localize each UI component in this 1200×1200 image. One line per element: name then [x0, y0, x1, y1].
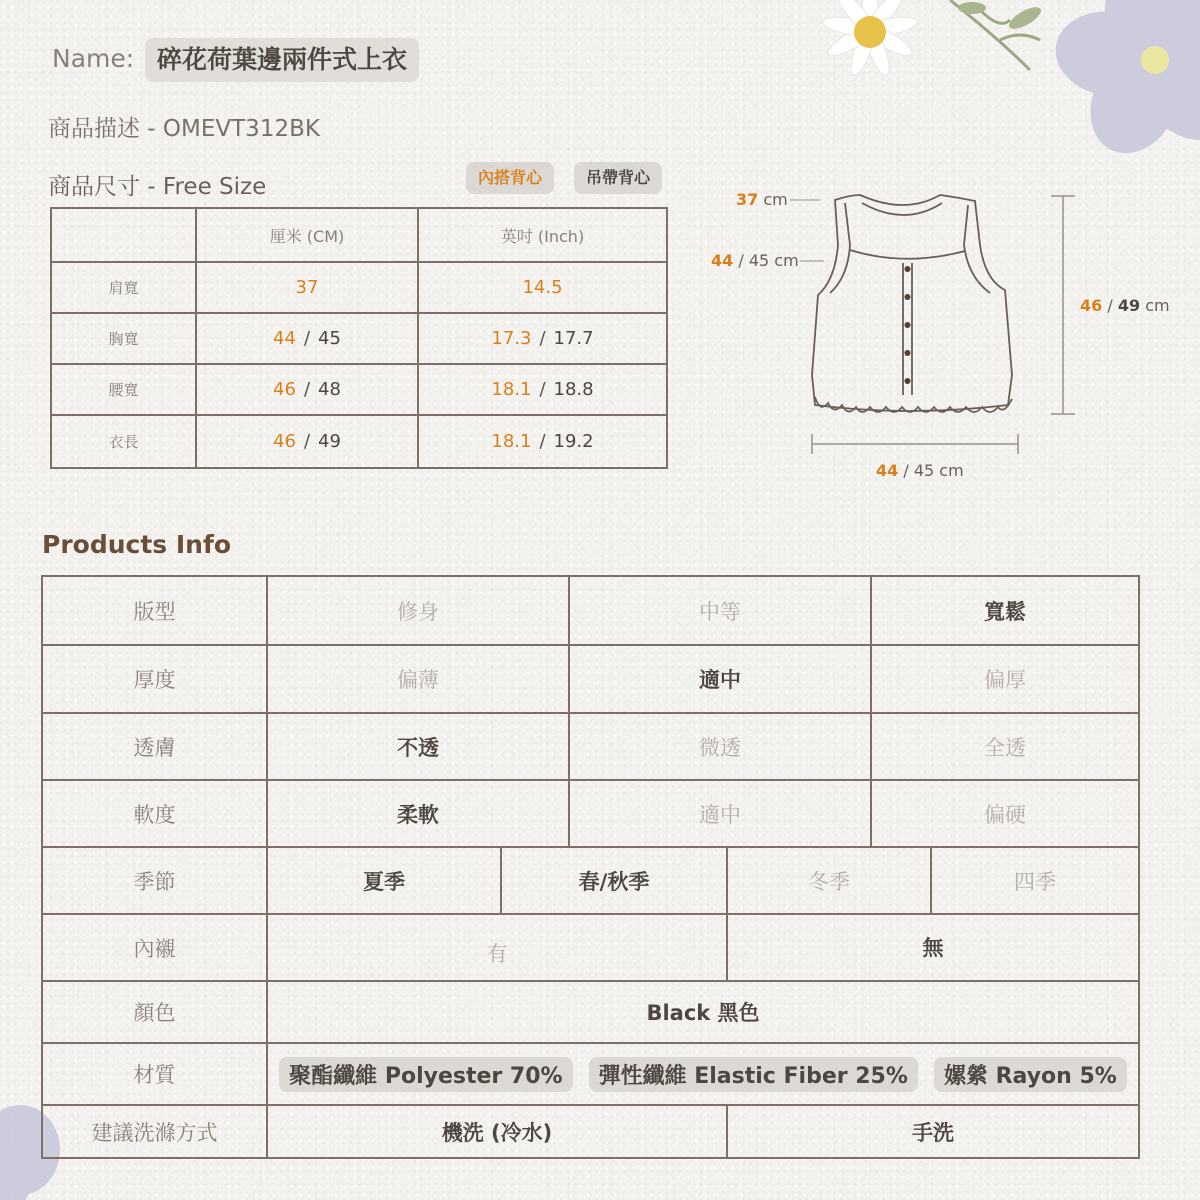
color-label: 顏色: [43, 982, 268, 1042]
measure-value: 44: [876, 461, 899, 480]
sheerness-option-sheer: 全透: [984, 735, 1026, 760]
material-row: [43, 1044, 1138, 1106]
size-row-label: 胸寬: [52, 314, 197, 365]
washing-option-machine: 機洗 (冷水): [268, 1106, 728, 1158]
softness-option-soft: 柔軟: [268, 781, 570, 846]
size-table-corner: [52, 209, 197, 263]
measure-value: 49: [1117, 296, 1141, 315]
material-elastic-fiber: 彈性纖維 Elastic Fiber 25%: [589, 1057, 918, 1092]
product-size: 商品尺寸 - Free Size: [48, 174, 267, 200]
size-value: 17.3: [491, 328, 532, 349]
measure-value: 37: [736, 190, 759, 209]
products-info-table: [41, 575, 1140, 1159]
product-name: 碎花荷葉邊兩件式上衣: [145, 38, 419, 82]
softness-option-hard: 偏硬: [984, 802, 1026, 827]
sheerness-option-opaque: 不透: [268, 714, 570, 779]
size-row-label: 衣長: [52, 416, 197, 467]
size-cell-inch: 18.1 / 19.2: [491, 431, 594, 452]
size-value: 14.5: [522, 277, 563, 298]
season-option-summer: 夏季: [268, 848, 502, 913]
name-label: Name:: [52, 44, 135, 73]
color-row: [43, 982, 1138, 1044]
size-cell-inch: 18.1 / 18.8: [419, 365, 666, 416]
size-cell-cm: 46 / 49: [197, 416, 419, 467]
fit-row: [43, 577, 1138, 646]
washing-option-hand: 手洗: [912, 1121, 954, 1145]
size-table: [50, 207, 668, 469]
periwinkle-flower-icon: [1050, 0, 1200, 168]
sheerness-option-slight: 微透: [570, 714, 872, 779]
size-cell-cm: 46 / 48: [197, 365, 419, 416]
measure-value: 45: [913, 461, 935, 480]
thickness-option-thick: 偏厚: [984, 668, 1026, 692]
thickness-row: [43, 646, 1138, 714]
thickness-option-medium: 適中: [570, 646, 872, 712]
chest-measure: 44 / 45 cm: [711, 251, 799, 270]
size-value: 19.2: [553, 431, 594, 452]
material-rayon: 嫘縈 Rayon 5%: [934, 1057, 1127, 1092]
measure-value: 46: [1080, 296, 1103, 315]
daisy-flower-icon: [821, 0, 918, 78]
size-row-label: 腰寬: [52, 365, 197, 416]
hem-measure: 44 / 45 cm: [876, 461, 964, 480]
size-cell-cm: [197, 263, 419, 314]
size-value: 37: [295, 277, 319, 298]
size-value: 46: [273, 379, 296, 400]
material-polyester: 聚酯纖維 Polyester 70%: [279, 1057, 572, 1092]
size-table-header-cm: 厘米 (CM): [197, 209, 419, 263]
size-row-label: 肩寬: [52, 263, 197, 314]
size-value: 17.7: [553, 328, 594, 349]
lining-row: [43, 915, 1138, 982]
lining-option-no: 無: [922, 935, 944, 960]
measure-unit: cm: [774, 251, 799, 270]
color-value: Black 黑色: [646, 1001, 760, 1025]
size-value: 44: [273, 328, 296, 349]
length-measure: 46 / 49 cm: [1080, 296, 1170, 315]
material-label: 材質: [43, 1044, 268, 1104]
measure-value: 44: [711, 251, 734, 270]
season-label: 季節: [43, 848, 268, 913]
tag-strap-vest: 吊帶背心: [574, 162, 662, 194]
size-value: 18.1: [491, 379, 532, 400]
fit-option-loose: 寬鬆: [984, 599, 1026, 624]
season-option-winter: 冬季: [728, 848, 932, 913]
size-value: 45: [318, 328, 341, 349]
size-value: 46: [273, 431, 296, 452]
size-table-header-inch: 英吋 (Inch): [419, 209, 666, 263]
size-value: 18.1: [491, 431, 532, 452]
softness-label: 軟度: [43, 781, 268, 846]
measure-unit: cm: [763, 190, 788, 209]
tag-inner-vest: 內搭背心: [466, 162, 554, 194]
sheerness-row: [43, 714, 1138, 781]
measure-value: 45: [748, 251, 770, 270]
season-row: [43, 848, 1138, 915]
softness-row: [43, 781, 1138, 848]
garment-vest-icon: [790, 185, 1060, 430]
shoulder-measure: [736, 190, 788, 209]
lining-option-yes: 有: [268, 915, 728, 980]
size-cell-cm: 44 / 45: [197, 314, 419, 365]
measure-unit: cm: [1145, 296, 1170, 315]
thickness-option-thin: 偏薄: [268, 646, 570, 712]
measure-unit: cm: [939, 461, 964, 480]
lining-label: 內襯: [43, 915, 268, 980]
fit-label: 版型: [43, 577, 268, 644]
size-value: 18.8: [553, 379, 594, 400]
hem-dimension-line: [810, 432, 1022, 456]
fit-option-slim: 修身: [268, 577, 570, 644]
season-option-all: 四季: [1014, 869, 1056, 894]
washing-label: 建議洗滌方式: [43, 1106, 268, 1158]
floral-decoration-top-right: [800, 0, 1200, 200]
fit-option-regular: 中等: [570, 577, 872, 644]
washing-row: [43, 1106, 1138, 1158]
sheerness-label: 透膚: [43, 714, 268, 779]
size-value: 49: [318, 431, 341, 452]
size-cell-inch: [419, 263, 666, 314]
thickness-label: 厚度: [43, 646, 268, 712]
size-cell-inch: 17.3 / 17.7: [419, 314, 666, 365]
material-values: [268, 1044, 1138, 1104]
size-value: 48: [318, 379, 341, 400]
season-option-spring-autumn: 春/秋季: [502, 848, 728, 913]
product-description: 商品描述 - OMEVT312BK: [48, 116, 320, 142]
softness-option-medium: 適中: [570, 781, 872, 846]
products-info-title: Products Info: [42, 530, 232, 559]
